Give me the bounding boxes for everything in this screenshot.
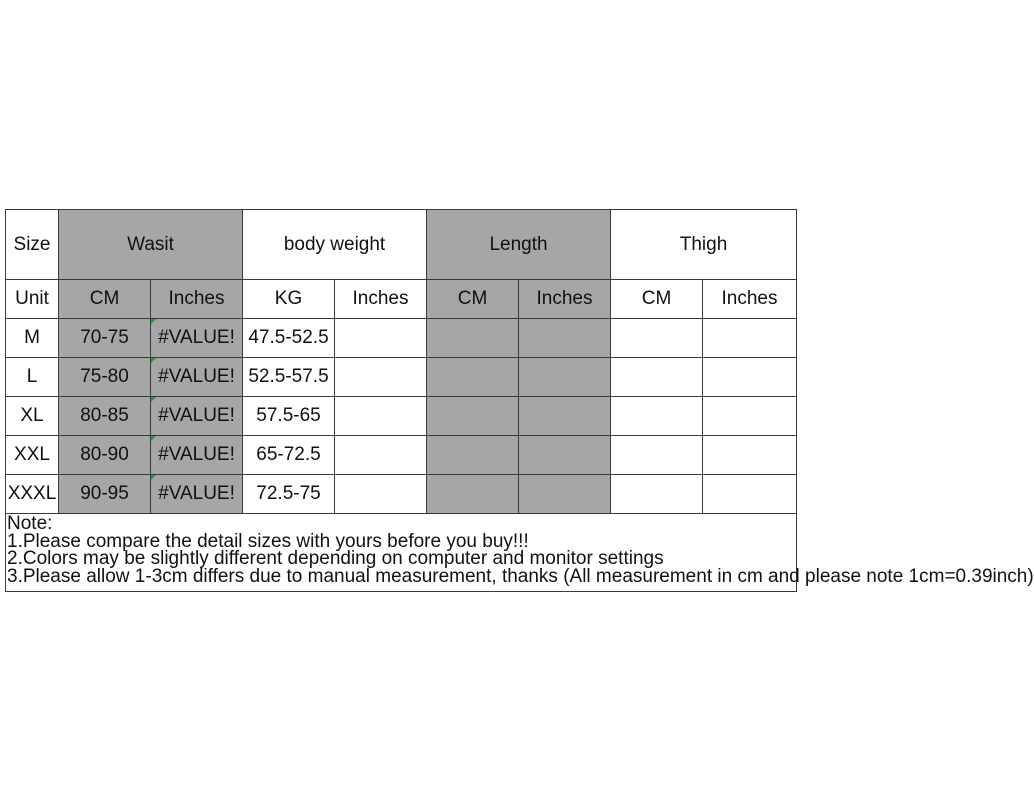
waist-cm-cell: 80-85 <box>59 397 151 436</box>
thigh-inches-cell <box>703 319 797 358</box>
thigh-inches-cell <box>703 358 797 397</box>
thigh-cm-cell <box>611 436 703 475</box>
length-inches-cell <box>519 475 611 514</box>
waist-cm-cell: 90-95 <box>59 475 151 514</box>
waist-cm-cell: 75-80 <box>59 358 151 397</box>
header-length: Length <box>427 210 611 280</box>
header-thigh: Thigh <box>611 210 797 280</box>
unit-thigh-cm: CM <box>611 280 703 319</box>
waist-inches-value: #VALUE! <box>158 366 235 387</box>
waist-inches-value: #VALUE! <box>158 444 235 465</box>
table-row <box>6 358 797 397</box>
length-inches-cell <box>519 358 611 397</box>
unit-weight-inches: Inches <box>335 280 427 319</box>
weight-kg-cell: 52.5-57.5 <box>243 358 335 397</box>
unit-waist-inches: Inches <box>151 280 243 319</box>
weight-kg-cell: 47.5-52.5 <box>243 319 335 358</box>
note-heading: Note: <box>7 513 53 534</box>
weight-inches-cell <box>335 397 427 436</box>
error-indicator-icon <box>151 397 156 402</box>
unit-thigh-inches: Inches <box>703 280 797 319</box>
header-size: Size <box>6 210 59 280</box>
waist-inches-cell <box>151 358 243 397</box>
waist-cm-cell: 70-75 <box>59 319 151 358</box>
weight-inches-cell <box>335 358 427 397</box>
note-line-1: 1.Please compare the detail sizes with yours before you buy!!! <box>7 530 529 552</box>
size-chart-table <box>5 209 1034 592</box>
note-line-3: 3.Please allow 1-3cm differs due to manual measurement, thanks (All measurement in cm and please note 1cm=0.39inch) <box>7 565 1034 587</box>
length-cm-cell <box>427 319 519 358</box>
waist-inches-value: #VALUE! <box>158 483 235 504</box>
length-cm-cell <box>427 397 519 436</box>
notes-row <box>6 514 797 592</box>
thigh-cm-cell <box>611 358 703 397</box>
size-cell: L <box>6 358 59 397</box>
length-inches-cell <box>519 436 611 475</box>
length-inches-cell <box>519 397 611 436</box>
unit-row <box>6 280 797 319</box>
unit-length-cm: CM <box>427 280 519 319</box>
thigh-inches-cell <box>703 436 797 475</box>
length-inches-cell <box>519 319 611 358</box>
thigh-cm-cell <box>611 319 703 358</box>
weight-kg-cell: 57.5-65 <box>243 397 335 436</box>
error-indicator-icon <box>151 319 156 324</box>
thigh-inches-cell <box>703 397 797 436</box>
table-row <box>6 397 797 436</box>
header-row <box>6 210 797 280</box>
table-row <box>6 319 797 358</box>
unit-label: Unit <box>6 280 59 319</box>
length-cm-cell <box>427 436 519 475</box>
size-cell: M <box>6 319 59 358</box>
error-indicator-icon <box>151 475 156 480</box>
weight-inches-cell <box>335 475 427 514</box>
waist-inches-value: #VALUE! <box>158 405 235 426</box>
size-cell: XXL <box>6 436 59 475</box>
table-row <box>6 475 797 514</box>
length-cm-cell <box>427 358 519 397</box>
weight-inches-cell <box>335 319 427 358</box>
waist-inches-cell <box>151 475 243 514</box>
waist-inches-cell <box>151 397 243 436</box>
error-indicator-icon <box>151 358 156 363</box>
error-indicator-icon <box>151 436 156 441</box>
weight-kg-cell: 65-72.5 <box>243 436 335 475</box>
size-cell: XL <box>6 397 59 436</box>
table-row <box>6 436 797 475</box>
size-cell: XXXL <box>6 475 59 514</box>
waist-inches-cell <box>151 436 243 475</box>
header-waist: Wasit <box>59 210 243 280</box>
unit-weight-kg: KG <box>243 280 335 319</box>
length-cm-cell <box>427 475 519 514</box>
thigh-cm-cell <box>611 397 703 436</box>
weight-kg-cell: 72.5-75 <box>243 475 335 514</box>
thigh-cm-cell <box>611 475 703 514</box>
waist-inches-cell <box>151 319 243 358</box>
note-line-2: 2.Colors may be slightly different depending on computer and monitor settings <box>7 548 664 569</box>
notes-cell <box>6 513 1034 592</box>
waist-cm-cell: 80-90 <box>59 436 151 475</box>
thigh-inches-cell <box>703 475 797 514</box>
waist-inches-value: #VALUE! <box>158 327 235 348</box>
unit-length-inches: Inches <box>519 280 611 319</box>
weight-inches-cell <box>335 436 427 475</box>
unit-waist-cm: CM <box>59 280 151 319</box>
header-body-weight: body weight <box>243 210 427 280</box>
